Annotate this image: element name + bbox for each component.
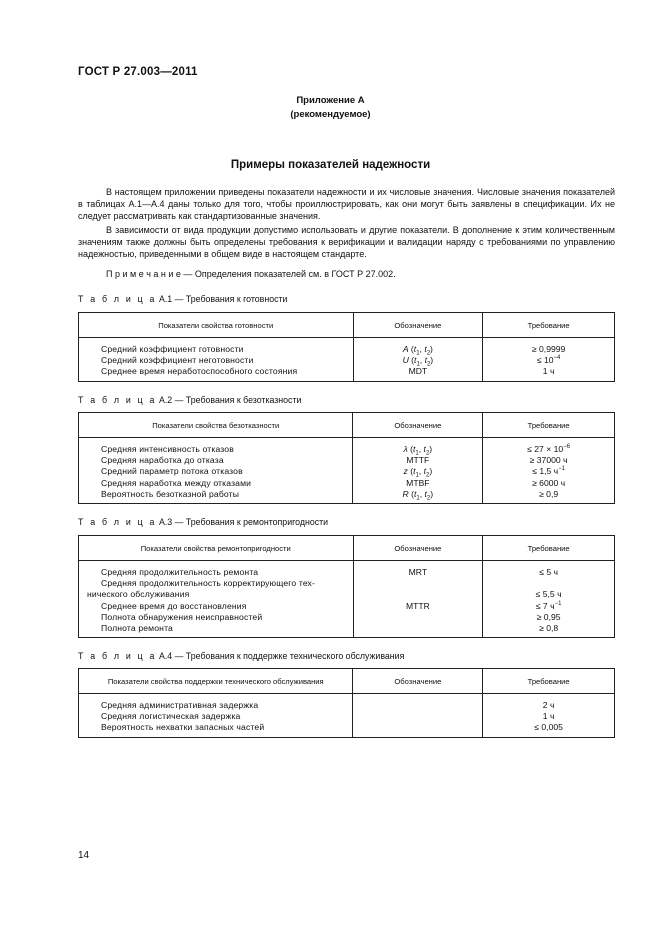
requirement-cell: ≥ 0,9 <box>483 489 615 504</box>
indicator-name: Полнота обнаружения неисправностей <box>79 612 354 623</box>
indicator-name: Вероятность нехватки запасных частей <box>79 722 353 737</box>
note-text: — Определения показателей см. в ГОСТ Р 27.002. <box>180 269 396 279</box>
table-row <box>79 700 615 711</box>
requirement-cell: 2 ч <box>483 700 615 711</box>
table-row <box>79 589 615 600</box>
symbol-cell <box>353 700 483 711</box>
requirement-cell: 1 ч <box>483 366 615 381</box>
section-title: Примеры показателей надежности <box>230 159 431 171</box>
table-caption <box>78 651 404 661</box>
table-caption <box>78 395 301 405</box>
column-header: Требование <box>483 536 615 561</box>
indicator-name: Средний коэффициент неготовности <box>79 355 354 366</box>
column-header: Обозначение <box>353 313 483 338</box>
column-header: Требование <box>483 413 615 438</box>
table-row <box>79 455 615 466</box>
indicator-name: Вероятность безотказной работы <box>79 489 353 504</box>
symbol-cell <box>353 722 483 737</box>
indicator-name: Средняя интенсивность отказов <box>79 444 353 455</box>
column-header: Обозначение <box>353 669 483 694</box>
symbol-cell: A ($t_1$, $t_2$) <box>353 344 483 355</box>
symbol-cell <box>353 711 483 722</box>
table-word: Т а б л и ц а <box>78 294 157 304</box>
paragraph-other-indicators <box>78 224 615 261</box>
table-row <box>79 722 615 737</box>
requirement-cell: ≤ 7 $ч^{-1}$ <box>483 601 615 612</box>
table-row <box>79 355 615 366</box>
table-number: А.2 <box>159 395 173 405</box>
paragraph-intro <box>78 186 615 223</box>
table-row <box>79 623 615 638</box>
table-reliability <box>78 412 615 504</box>
page-number: 14 <box>78 850 90 861</box>
symbol-cell: MTTR <box>353 601 483 612</box>
table-word: Т а б л и ц а <box>78 395 157 405</box>
table-row <box>79 578 615 589</box>
paragraph-other-indicators-text: В зависимости от вида продукции допустимо использовать и другие показатели. В дополнение к этим количественным значениям также должны быть определены требования к верификации и валидации наряду с требованиями по управлению надежностью, приведенными в общем виде в настоящем стандарте. <box>78 225 615 260</box>
column-header: Показатели свойства готовности <box>79 313 354 338</box>
symbol-cell: MTTF <box>353 455 483 466</box>
indicator-name: Средняя административная задержка <box>79 700 353 711</box>
appendix-title: Приложение А <box>296 95 365 106</box>
column-header: Обозначение <box>353 413 483 438</box>
symbol-cell: λ ($t_1$, $t_2$) <box>353 444 483 455</box>
symbol-cell: z ($t_1$, $t_2$) <box>353 466 483 477</box>
table-caption-text: — Требования к готовности <box>172 294 288 304</box>
symbol-cell <box>353 578 483 589</box>
symbol-cell: R ($t_1$, $t_2$) <box>353 489 483 504</box>
column-header: Требование <box>483 669 615 694</box>
requirement-cell: ≤ 1,5 $ч^{-1}$ <box>483 466 615 477</box>
table-availability <box>78 312 615 382</box>
requirement-cell: 1 ч <box>483 711 615 722</box>
table-row <box>79 567 615 578</box>
note <box>78 268 615 280</box>
table-row <box>79 344 615 355</box>
appendix-status: (рекомендуемое) <box>290 109 371 120</box>
table-row <box>79 444 615 455</box>
table-row <box>79 612 615 623</box>
table-number: А.1 <box>159 294 173 304</box>
symbol-cell <box>353 612 483 623</box>
indicator-name: Средний коэффициент готовности <box>79 344 354 355</box>
indicator-name: Средняя логистическая задержка <box>79 711 353 722</box>
table-number: А.3 <box>159 517 173 527</box>
table-number: А.4 <box>159 651 173 661</box>
symbol-cell: U ($t_1$, $t_2$) <box>353 355 483 366</box>
indicator-name: Средний параметр потока отказов <box>79 466 353 477</box>
requirement-cell: ≥ 0,9999 <box>483 344 615 355</box>
indicator-name: Среднее время неработоспособного состояния <box>79 366 354 381</box>
indicator-name: нического обслуживания <box>79 589 354 600</box>
column-header: Обозначение <box>353 536 483 561</box>
column-header: Показатели свойства безотказности <box>79 413 353 438</box>
table-maintainability <box>78 535 615 638</box>
paragraph-intro-text: В настоящем приложении приведены показатели надежности и их числовые значения. Числовые значения показателей в таблицах А.1—А.4 даны только для того, чтобы проиллюстрировать, как они могут быть заявлены в спецификации. Их не следует рассматривать как стандартизованные значения. <box>78 187 615 222</box>
table-caption-text: — Требования к безотказности <box>172 395 302 405</box>
table-caption <box>78 294 287 304</box>
column-header: Показатели свойства поддержки технического обслуживания <box>79 669 353 694</box>
requirement-cell: ≤ 5,5 ч <box>483 589 615 600</box>
table-row <box>79 711 615 722</box>
table-word: Т а б л и ц а <box>78 517 157 527</box>
requirement-cell: ≥ 6000 ч <box>483 478 615 489</box>
table-row <box>79 489 615 504</box>
indicator-name: Средняя наработка между отказами <box>79 478 353 489</box>
symbol-cell: MRT <box>353 567 483 578</box>
note-label: П р и м е ч а н и е <box>106 269 181 279</box>
indicator-name: Среднее время до восстановления <box>79 601 354 612</box>
requirement-cell: ≤ $10^{-4}$ <box>483 355 615 366</box>
table-row <box>79 478 615 489</box>
table-word: Т а б л и ц а <box>78 651 157 661</box>
requirement-cell: ≤ 0,005 <box>483 722 615 737</box>
indicator-name: Полнота ремонта <box>79 623 354 638</box>
column-header: Показатели свойства ремонтопригодности <box>79 536 354 561</box>
table-row <box>79 466 615 477</box>
requirement-cell <box>483 578 615 589</box>
table-caption-text: — Требования к ремонтопригодности <box>172 517 329 527</box>
table-maintenance-support <box>78 668 615 738</box>
symbol-cell: MDT <box>353 366 483 381</box>
requirement-cell: ≤ 5 ч <box>483 567 615 578</box>
requirement-cell: ≥ 37000 ч <box>483 455 615 466</box>
document-header: ГОСТ Р 27.003—2011 <box>78 66 198 78</box>
requirement-cell: ≤ $27 \times 10^{-6}$ <box>483 444 615 455</box>
table-row <box>79 366 615 381</box>
table-row <box>79 601 615 612</box>
indicator-name: Средняя наработка до отказа <box>79 455 353 466</box>
symbol-cell: MTBF <box>353 478 483 489</box>
table-caption-text: — Требования к поддержке технического обслуживания <box>172 651 405 661</box>
symbol-cell <box>353 623 483 638</box>
requirement-cell: ≥ 0,95 <box>483 612 615 623</box>
table-caption <box>78 517 328 527</box>
symbol-cell <box>353 589 483 600</box>
indicator-name: Средняя продолжительность корректирующего тех- <box>79 578 354 589</box>
requirement-cell: ≥ 0,8 <box>483 623 615 638</box>
column-header: Требование <box>483 313 615 338</box>
indicator-name: Средняя продолжительность ремонта <box>79 567 354 578</box>
